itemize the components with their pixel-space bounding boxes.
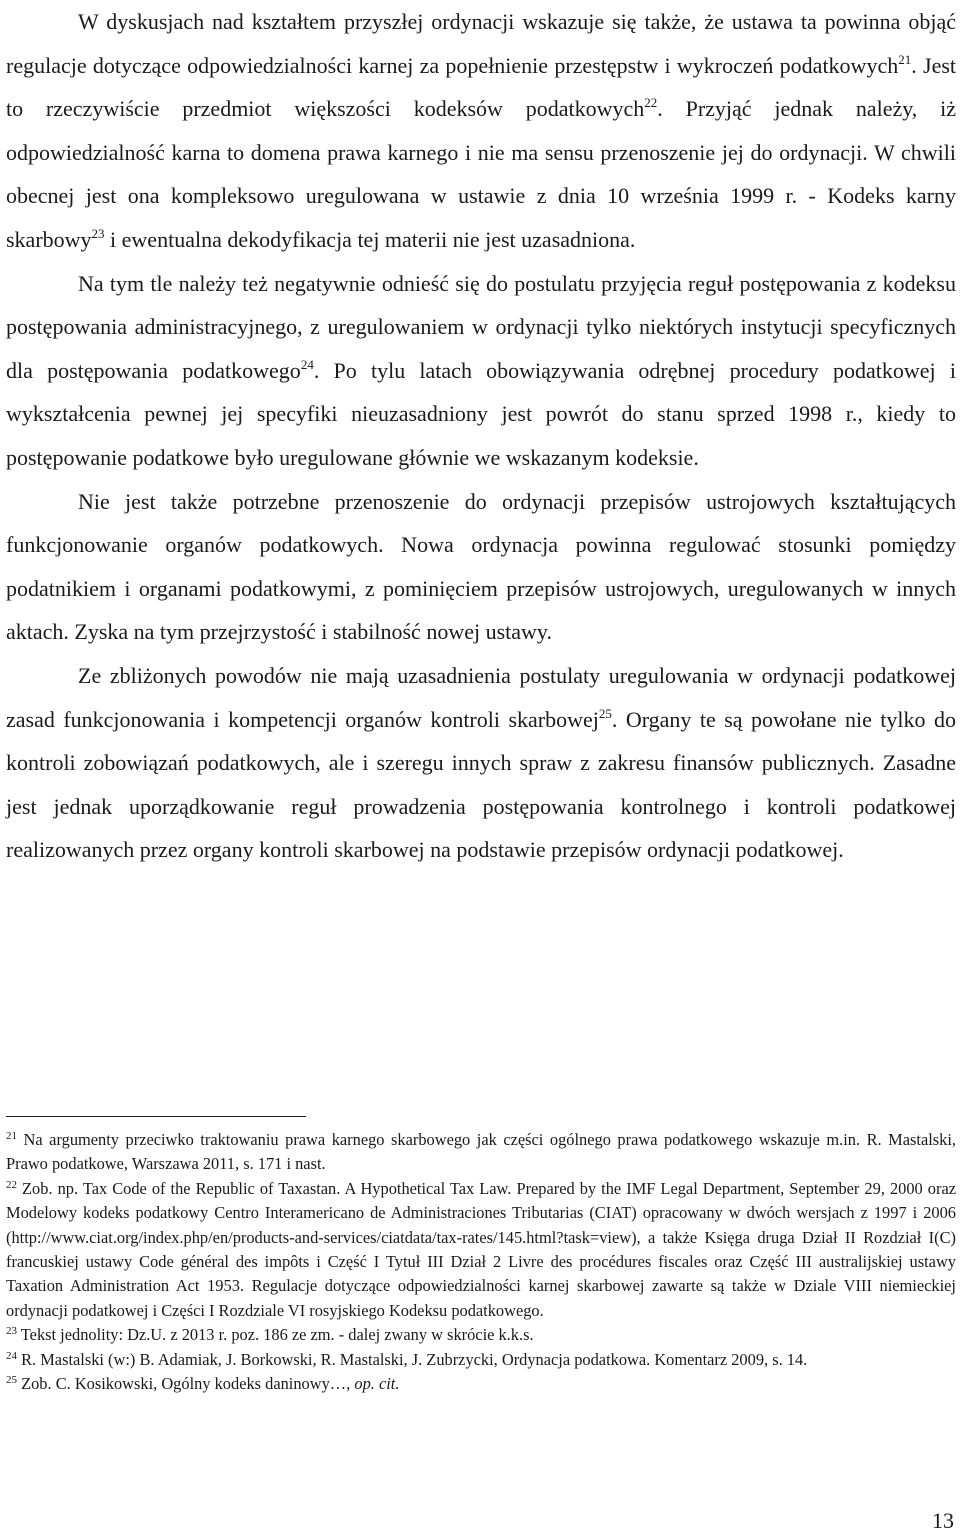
footnote-24 — [6, 1348, 956, 1372]
footnote-number: 25 — [6, 1374, 17, 1387]
footnote-21 — [6, 1128, 956, 1177]
footnote-text: Tekst jednolity: Dz.U. z 2013 r. poz. 186 ze zm. - dalej zwany w skrócie k.k.s. — [17, 1325, 534, 1345]
footnote-number: 22 — [6, 1178, 17, 1191]
paragraph-4-text-1: Ze zbliżonych powodów nie mają uzasadnienia postulaty uregulowania w ordynacji podatkowej zasad funkcjonowania i kompetencji organów kontroli skarbowej — [6, 662, 956, 732]
footnote-ref-24: 24 — [300, 356, 314, 372]
paragraph-1 — [6, 0, 956, 262]
footnote-text: R. Mastalski (w:) B. Adamiak, J. Borkowski, R. Mastalski, J. Zubrzycki, Ordynacja podatkowa. Komentarz 2009, s. 14. — [17, 1349, 808, 1369]
paragraph-1-text-2: . Jest to rzeczywiście przedmiot większości kodeksów podatkowych — [6, 52, 957, 122]
footnote-separator — [6, 1116, 306, 1117]
footnote-ref-25: 25 — [598, 705, 612, 721]
page-number: 13 — [932, 1508, 954, 1533]
footnote-text: Zob. C. Kosikowski, Ogólny kodeks daninowy…, — [17, 1374, 355, 1394]
paragraph-3-text-1: Nie jest także potrzebne przenoszenie do ordynacji przepisów ustrojowych kształtujących funkcjonowanie organów podatkowych. Nowa ordynacja powinna regulować stosunki pomiędzy podatnikiem i organami podatkowymi, z pominięciem przepisów ustrojowych, uregulowanych w innych aktach. Zyska na tym przejrzystość i stabilność nowej ustawy. — [6, 488, 956, 645]
footnote-number: 24 — [6, 1349, 17, 1362]
paragraph-2-text-1: Na tym tle należy też negatywnie odnieść się do postulatu przyjęcia reguł postępowania z kodeksu postępowania administracyjnego, z uregulowaniem w ordynacji tylko niektórych instytucji specyficznych dla postępowania podatkowego — [6, 270, 956, 383]
main-text — [6, 0, 956, 872]
paragraph-2-text-2: . Po tylu latach obowiązywania odrębnej procedury podatkowej i wykształcenia pewnej jej specyfiki nieuzasadniony jest powrót do stanu sprzed 1998 r., kiedy to postępowanie podatkowe było uregulowane głównie we wskazanym kodeksie. — [6, 357, 956, 470]
paragraph-1-text-4: i ewentualna dekodyfikacja tej materii nie jest uzasadniona. — [104, 226, 636, 252]
footnote-ref-22: 22 — [644, 95, 658, 111]
footnote-text: Na argumenty przeciwko traktowaniu prawa karnego skarbowego jak części ogólnego prawa podatkowego wskazuje m.in. R. Mastalski, Prawo podatkowe, Warszawa 2011, s. 171 i nast. — [6, 1130, 956, 1174]
paragraph-1-text-1: W dyskusjach nad kształtem przyszłej ordynacji wskazuje się także, że ustawa ta powinna objąć regulacje dotyczące odpowiedzialności karnej za popełnienie przestępstw i wykroczeń podatkowych — [6, 9, 956, 78]
footnote-25 — [6, 1372, 956, 1396]
paragraph-4-text-2: . Organy te są powołane nie tylko do kontroli zobowiązań podatkowych, ale i szeregu innych spraw z zakresu finansów publicznych. Zasadne jest jednak uporządkowanie reguł prowadzenia postępowania kontrolnego i kontroli podatkowej realizowanych przez organy kontroli skarbowej na podstawie przepisów ordynacji podatkowej. — [6, 706, 956, 863]
footnote-italic-text: op. cit. — [354, 1374, 400, 1394]
footnote-text: Zob. np. Tax Code of the Republic of Taxastan. A Hypothetical Tax Law. Prepared by the IMF Legal Department, September 29, 2000 oraz Modelowy kodeks podatkowy Centro Interamericano de Administraciones Tributarias (CIAT) opracowany w dwóch wersjach z 1997 i 2006 (http://www.ciat.org/index.php/en/products-and-services/ciatdata/tax-rates/145.html?task=view), a także Księga druga Dział II Rozdział I(C) francuskiej ustawy Code général des impôts i Część I Tytuł III Dział 2 Livre des procédures fiscales oraz Część III australijskiej ustawy Taxation Administration Act 1953. Regulacje dotyczące odpowiedzialności karnej skarbowej zawarte są także w Dziale VIII niemieckiej ordynacji podatkowej i Części I Rozdziale VI rosyjskiego Kodeksu podatkowego. — [6, 1178, 956, 1320]
footnote-number: 21 — [6, 1130, 17, 1142]
footnote-23 — [6, 1323, 956, 1347]
paragraph-2 — [6, 262, 956, 480]
paragraph-4 — [6, 654, 956, 872]
paragraph-1-text-3: . Przyjąć jednak należy, iż odpowiedzialność karna to domena prawa karnego i nie ma sensu przenoszenie jej do ordynacji. W chwili obecnej jest ona kompleksowo uregulowana w ustawie z dnia 10 września 1999 r. - Kodeks karny skarbowy — [6, 96, 957, 252]
footnote-ref-23: 23 — [91, 225, 105, 241]
footnotes — [6, 1128, 956, 1396]
footnote-ref-21: 21 — [898, 51, 912, 67]
paragraph-3 — [6, 480, 956, 654]
footnote-22 — [6, 1177, 956, 1323]
footnote-number: 23 — [6, 1325, 17, 1338]
